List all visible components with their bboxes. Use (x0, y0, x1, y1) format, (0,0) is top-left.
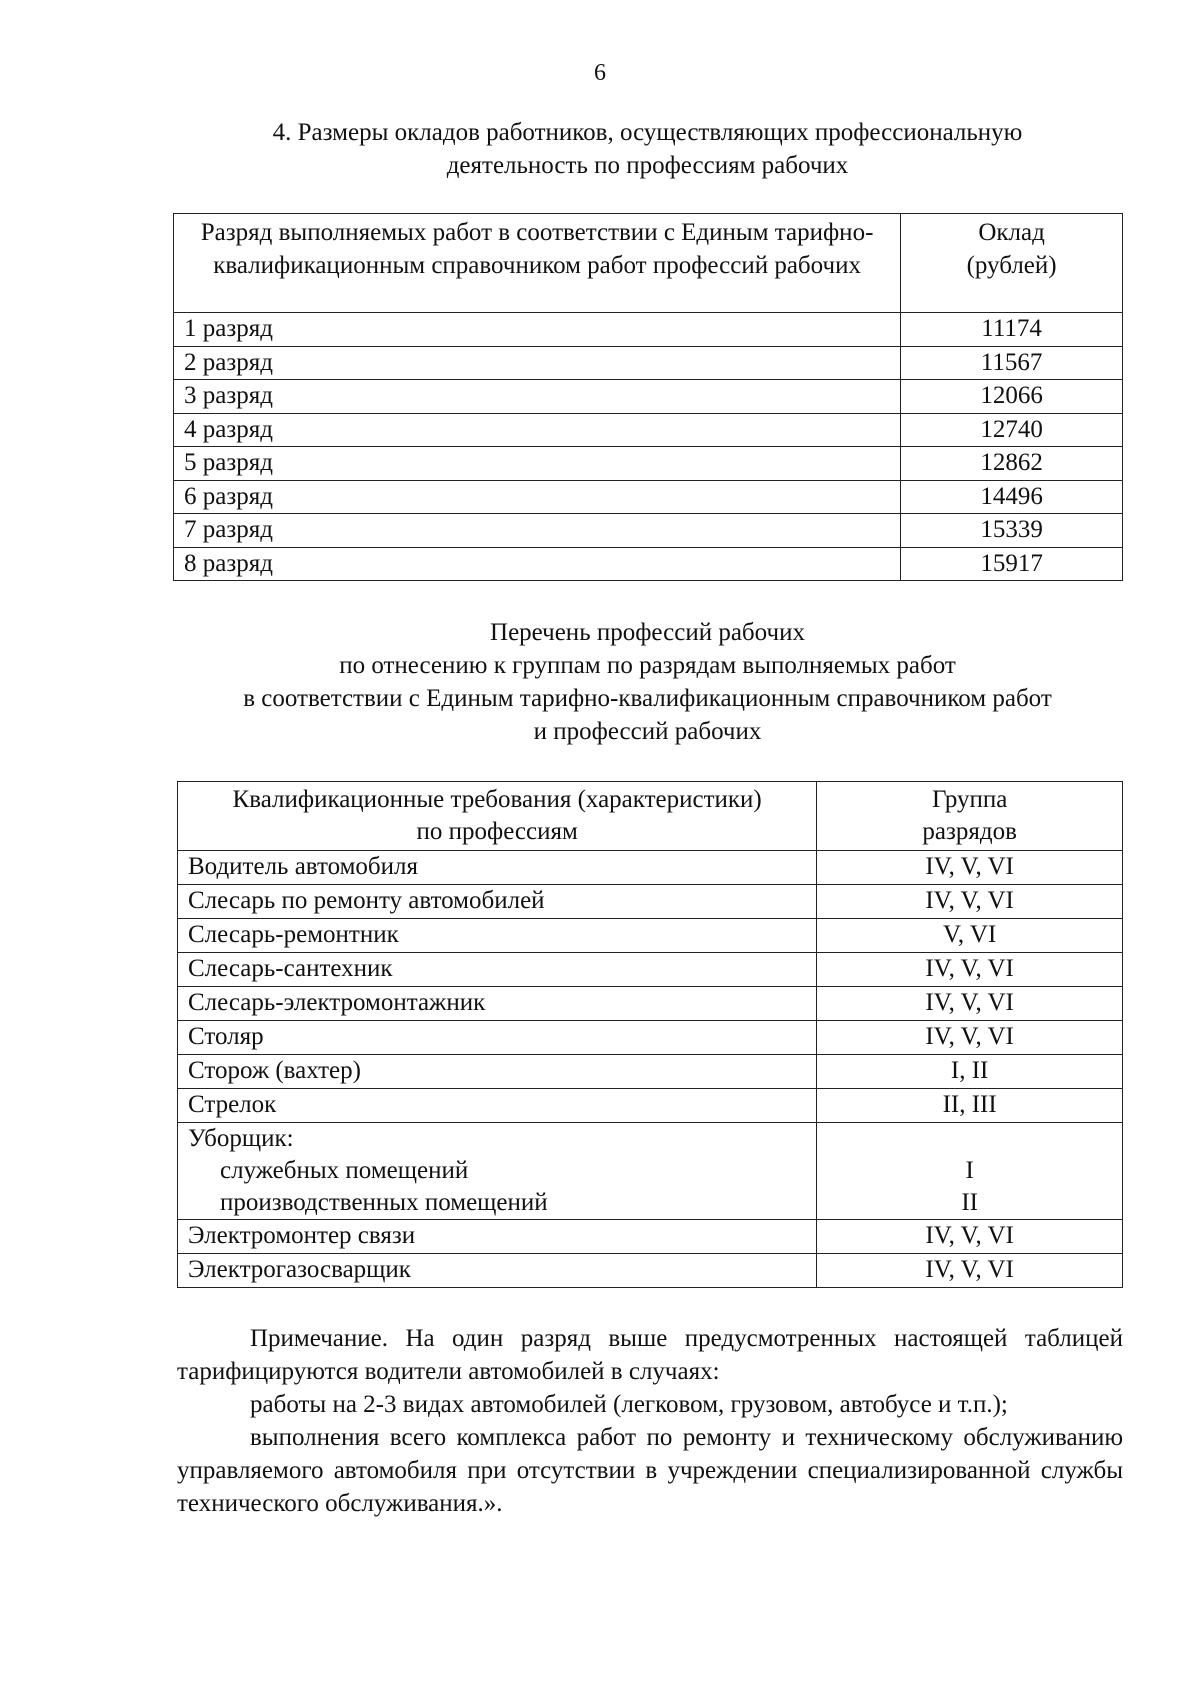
professions-table (177, 781, 1123, 1288)
professions-header-requirements (178, 782, 817, 851)
grade-cell: 2 разряд (174, 346, 901, 380)
table-row (178, 1055, 1123, 1089)
list-heading-line-4: и профессий рабочих (533, 718, 762, 745)
salary-cell: 11567 (901, 346, 1123, 380)
table-row (178, 851, 1123, 885)
cleaner-title: Уборщик: (188, 1125, 294, 1152)
salary-table-header (174, 214, 1123, 313)
salary-header-amount-line-2: (рублей) (966, 252, 1057, 279)
table-row (178, 1220, 1123, 1254)
table-row (178, 1021, 1123, 1055)
page-number: 6 (594, 60, 606, 86)
table-row (178, 1254, 1123, 1288)
section-heading-line-2: деятельность по профессиям рабочих (446, 152, 849, 179)
professions-header-group-line-2: разрядов (922, 818, 1017, 845)
table-row (178, 1089, 1123, 1123)
group-cell: IV, V, VI (817, 1220, 1123, 1254)
table-row (174, 480, 1123, 514)
salary-cell: 15917 (901, 547, 1123, 581)
group-cell: IV, V, VI (817, 1254, 1123, 1288)
section-heading-line-1: 4. Размеры окладов работников, осуществляющих профессиональную (272, 119, 1023, 146)
table-row (174, 346, 1123, 380)
cleaner-office-group: I (965, 1157, 974, 1184)
professions-table-header (178, 782, 1123, 851)
list-heading (120, 616, 1175, 748)
salary-table (173, 213, 1123, 581)
table-row (178, 987, 1123, 1021)
grade-cell: 3 разряд (174, 380, 901, 414)
list-heading-line-3: в соответствии с Единым тарифно-квалификационным справочником работ (243, 685, 1052, 712)
salary-cell: 12066 (901, 380, 1123, 414)
salary-cell: 14496 (901, 480, 1123, 514)
table-row (174, 380, 1123, 414)
salary-header-amount (901, 214, 1123, 313)
profession-cell: Слесарь по ремонту автомобилей (178, 885, 817, 919)
grade-cell: 1 разряд (174, 313, 901, 347)
table-row (174, 313, 1123, 347)
group-cell: IV, V, VI (817, 885, 1123, 919)
group-cell: IV, V, VI (817, 1021, 1123, 1055)
grade-cell: 8 разряд (174, 547, 901, 581)
salary-cell: 11174 (901, 313, 1123, 347)
table-row (174, 447, 1123, 481)
table-row (178, 919, 1123, 953)
salary-cell: 15339 (901, 514, 1123, 548)
group-cell-cleaner (817, 1123, 1123, 1220)
table-row (174, 413, 1123, 447)
professions-header-group-line-1: Группа (931, 786, 1008, 813)
table-row (178, 885, 1123, 919)
profession-cell: Слесарь-сантехник (178, 953, 817, 987)
salary-cell: 12862 (901, 447, 1123, 481)
group-cell: I, II (817, 1055, 1123, 1089)
cleaner-office-premises: служебных помещений (220, 1157, 469, 1184)
salary-cell: 12740 (901, 413, 1123, 447)
group-cell: IV, V, VI (817, 987, 1123, 1021)
grade-cell: 6 разряд (174, 480, 901, 514)
profession-cell: Стрелок (178, 1089, 817, 1123)
group-cell: II, III (817, 1089, 1123, 1123)
grade-cell: 5 разряд (174, 447, 901, 481)
group-cell: V, VI (817, 919, 1123, 953)
profession-cell: Электромонтер связи (178, 1220, 817, 1254)
table-row (178, 953, 1123, 987)
note-paragraph-3: выполнения всего комплекса работ по ремонту и техническому обслуживанию управляемого автомобиля при отсутствии в учреждении специализированной службы технического обслуживания.». (177, 1424, 1123, 1517)
table-row-cleaner (178, 1123, 1123, 1220)
group-cell: IV, V, VI (817, 953, 1123, 987)
cleaner-industrial-group: II (961, 1189, 978, 1216)
professions-header-group (817, 782, 1123, 851)
table-row (174, 514, 1123, 548)
profession-cell: Слесарь-электромонтажник (178, 987, 817, 1021)
list-heading-line-1: Перечень профессий рабочих (490, 619, 805, 646)
profession-cell: Водитель автомобиля (178, 851, 817, 885)
grade-cell: 7 разряд (174, 514, 901, 548)
note-paragraph-2: работы на 2-3 видах автомобилей (легковом, грузовом, автобусе и т.п.); (250, 1391, 1008, 1418)
section-heading (120, 116, 1175, 182)
grade-cell: 4 разряд (174, 413, 901, 447)
profession-cell: Сторож (вахтер) (178, 1055, 817, 1089)
profession-cell: Электрогазосварщик (178, 1254, 817, 1288)
note (177, 1322, 1123, 1520)
table-row (174, 547, 1123, 581)
salary-header-grade: Разряд выполняемых работ в соответствии с Единым тарифно-квалификационным справочником работ профессий рабочих (174, 214, 901, 313)
professions-header-requirements-line-1: Квалификационные требования (характеристики) (232, 786, 762, 813)
group-cell: IV, V, VI (817, 851, 1123, 885)
professions-header-requirements-line-2: по профессиям (416, 818, 578, 845)
note-paragraph-1: Примечание. На один разряд выше предусмотренных настоящей таблицей тарифицируются водители автомобилей в случаях: (177, 1325, 1123, 1385)
profession-cell: Столяр (178, 1021, 817, 1055)
salary-header-amount-line-1: Оклад (978, 219, 1045, 246)
cleaner-industrial-premises: производственных помещений (220, 1189, 548, 1216)
list-heading-line-2: по отнесению к группам по разрядам выполняемых работ (339, 652, 956, 679)
profession-cell-cleaner (178, 1123, 817, 1220)
profession-cell: Слесарь-ремонтник (178, 919, 817, 953)
